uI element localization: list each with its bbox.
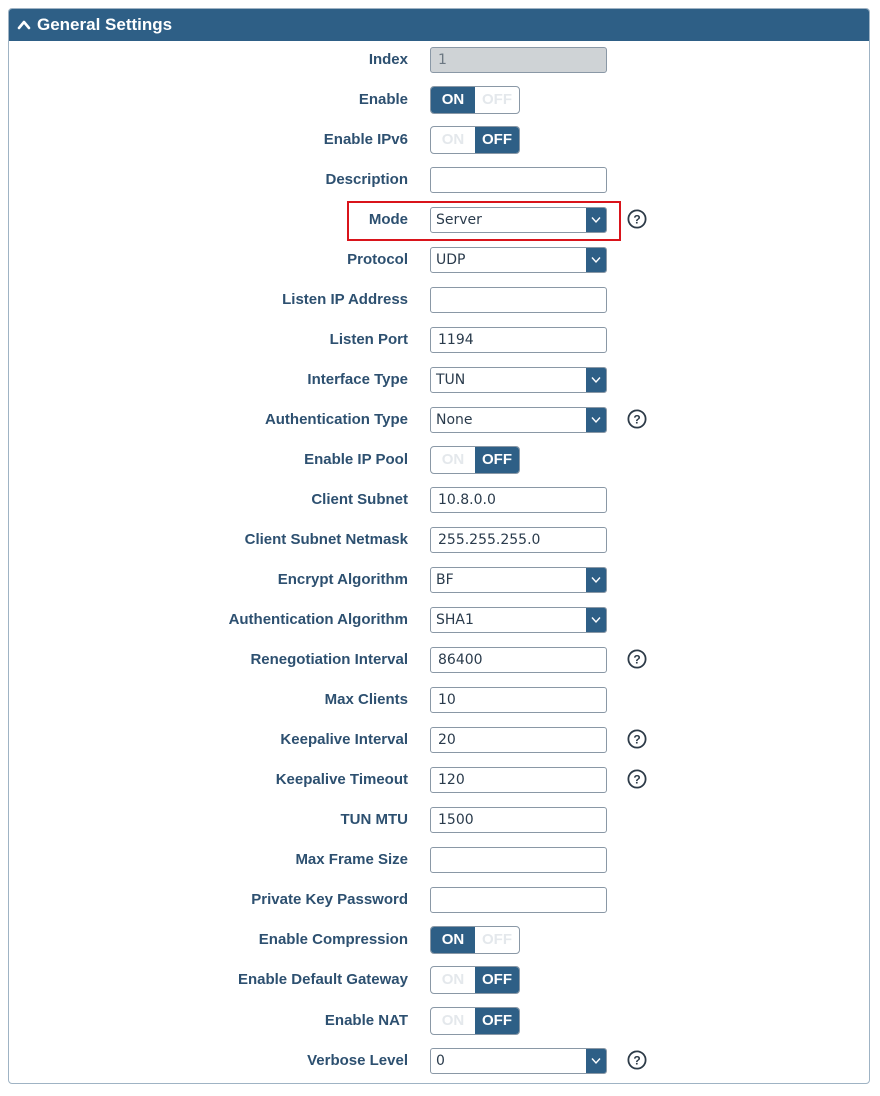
- panel-title: General Settings: [37, 15, 173, 34]
- row-max-frame: [0, 846, 860, 874]
- row-protocol: [0, 246, 860, 274]
- enable-default-gw-label: Enable Default Gateway: [237, 971, 408, 988]
- index-field: 1: [430, 47, 607, 73]
- mode-highlight-box: [347, 201, 621, 241]
- row-tun-mtu: [0, 806, 860, 834]
- enable-compression-label: Enable Compression: [258, 931, 408, 948]
- chevron-down-icon: [586, 568, 606, 592]
- keepalive-timeout-input[interactable]: 120: [430, 767, 607, 793]
- description-label: Description: [325, 171, 408, 188]
- keepalive-interval-label: Keepalive Interval: [280, 731, 408, 748]
- row-index: [0, 46, 860, 74]
- enable-default-gw-toggle[interactable]: [430, 966, 520, 994]
- row-private-key-pw: [0, 886, 860, 914]
- row-renegotiation: [0, 646, 860, 674]
- auth-type-label: Authentication Type: [264, 411, 408, 428]
- toggle-off-label: OFF: [475, 127, 519, 153]
- help-icon[interactable]: [627, 769, 647, 789]
- interface-type-select[interactable]: [430, 367, 607, 393]
- row-verbose-level: [0, 1047, 860, 1075]
- renegotiation-input[interactable]: 86400: [430, 647, 607, 673]
- enable-nat-toggle[interactable]: [430, 1007, 520, 1035]
- enable-toggle[interactable]: [430, 86, 520, 114]
- auth-alg-value: SHA1: [436, 612, 474, 628]
- private-key-pw-input[interactable]: [430, 887, 607, 913]
- mode-value: Server: [436, 212, 482, 228]
- svg-text:?: ?: [633, 412, 641, 427]
- chevron-down-icon: [586, 408, 606, 432]
- listen-ip-input[interactable]: [430, 287, 607, 313]
- auth-type-select[interactable]: [430, 407, 607, 433]
- max-frame-input[interactable]: [430, 847, 607, 873]
- enable-compression-toggle[interactable]: [430, 926, 520, 954]
- max-clients-label: Max Clients: [324, 691, 408, 708]
- index-label: Index: [368, 51, 408, 68]
- encrypt-alg-label: Encrypt Algorithm: [277, 571, 408, 588]
- listen-port-label: Listen Port: [329, 331, 408, 348]
- description-input[interactable]: [430, 167, 607, 193]
- enable-nat-label: Enable NAT: [324, 1012, 408, 1029]
- renegotiation-label: Renegotiation Interval: [250, 651, 408, 668]
- client-subnet-input[interactable]: 10.8.0.0: [430, 487, 607, 513]
- row-listen-port: [0, 326, 860, 354]
- row-interface-type: [0, 366, 860, 394]
- protocol-label: Protocol: [347, 251, 408, 268]
- verbose-level-select[interactable]: [430, 1048, 607, 1074]
- auth-alg-label: Authentication Algorithm: [228, 611, 408, 628]
- row-enable-nat: [0, 1007, 860, 1035]
- client-netmask-input[interactable]: 255.255.255.0: [430, 527, 607, 553]
- row-description: [0, 166, 860, 194]
- toggle-off-label: OFF: [482, 91, 512, 108]
- row-enable-compression: [0, 926, 860, 954]
- mode-label: Mode: [368, 211, 408, 228]
- protocol-value: UDP: [436, 252, 466, 268]
- row-encrypt-alg: [0, 566, 860, 594]
- private-key-pw-label: Private Key Password: [251, 891, 408, 908]
- tun-mtu-input[interactable]: 1500: [430, 807, 607, 833]
- help-icon[interactable]: [627, 729, 647, 749]
- encrypt-alg-value: BF: [436, 572, 454, 588]
- keepalive-interval-input[interactable]: 20: [430, 727, 607, 753]
- row-listen-ip: [0, 286, 860, 314]
- chevron-down-icon: [586, 1049, 606, 1073]
- tun-mtu-label: TUN MTU: [340, 811, 408, 828]
- toggle-off-label: OFF: [475, 447, 519, 473]
- enable-ip-pool-toggle[interactable]: [430, 446, 520, 474]
- protocol-select[interactable]: [430, 247, 607, 273]
- row-enable-ip-pool: [0, 446, 860, 474]
- panel-header[interactable]: [9, 9, 869, 41]
- interface-type-label: Interface Type: [307, 371, 408, 388]
- help-icon[interactable]: [627, 1050, 647, 1070]
- row-auth-alg: [0, 606, 860, 634]
- chevron-down-icon: [586, 608, 606, 632]
- row-client-subnet: [0, 486, 860, 514]
- row-keepalive-timeout: [0, 766, 860, 794]
- svg-text:?: ?: [633, 772, 641, 787]
- chevron-down-icon: [586, 248, 606, 272]
- keepalive-timeout-label: Keepalive Timeout: [275, 771, 408, 788]
- enable-label: Enable: [358, 91, 408, 108]
- auth-type-value: None: [436, 412, 473, 428]
- enable-ipv6-label: Enable IPv6: [323, 131, 408, 148]
- toggle-off-label: OFF: [475, 1008, 519, 1034]
- toggle-off-label: OFF: [475, 967, 519, 993]
- toggle-off-label: OFF: [482, 931, 512, 948]
- max-clients-input[interactable]: 10: [430, 687, 607, 713]
- row-client-netmask: [0, 526, 860, 554]
- client-netmask-label: Client Subnet Netmask: [244, 531, 408, 548]
- toggle-on-label: ON: [441, 971, 465, 988]
- toggle-on-label: ON: [441, 1012, 465, 1029]
- row-keepalive-interval: [0, 726, 860, 754]
- verbose-level-label: Verbose Level: [307, 1052, 408, 1069]
- row-enable: [0, 86, 860, 114]
- chevron-down-icon: [586, 368, 606, 392]
- max-frame-label: Max Frame Size: [295, 851, 408, 868]
- svg-text:?: ?: [633, 212, 641, 227]
- help-icon[interactable]: [627, 209, 647, 229]
- row-max-clients: [0, 686, 860, 714]
- svg-text:?: ?: [633, 1053, 641, 1068]
- help-icon[interactable]: [627, 649, 647, 669]
- toggle-on-label: ON: [441, 451, 465, 468]
- svg-text:?: ?: [633, 732, 641, 747]
- toggle-on-label: ON: [441, 131, 465, 148]
- encrypt-alg-select[interactable]: [430, 567, 607, 593]
- enable-ipv6-toggle[interactable]: [430, 126, 520, 154]
- row-enable-ipv6: [0, 126, 860, 154]
- interface-type-value: TUN: [436, 372, 466, 388]
- chevron-up-icon: [17, 18, 31, 32]
- listen-ip-label: Listen IP Address: [282, 291, 408, 308]
- help-icon[interactable]: [627, 409, 647, 429]
- svg-text:?: ?: [633, 652, 641, 667]
- row-auth-type: [0, 406, 860, 434]
- toggle-on-label: ON: [431, 927, 475, 953]
- verbose-level-value: 0: [436, 1053, 445, 1069]
- toggle-on-label: ON: [431, 87, 475, 113]
- auth-alg-select[interactable]: [430, 607, 607, 633]
- enable-ip-pool-label: Enable IP Pool: [304, 451, 408, 468]
- listen-port-input[interactable]: 1194: [430, 327, 607, 353]
- row-enable-default-gw: [0, 966, 860, 994]
- client-subnet-label: Client Subnet: [311, 491, 408, 508]
